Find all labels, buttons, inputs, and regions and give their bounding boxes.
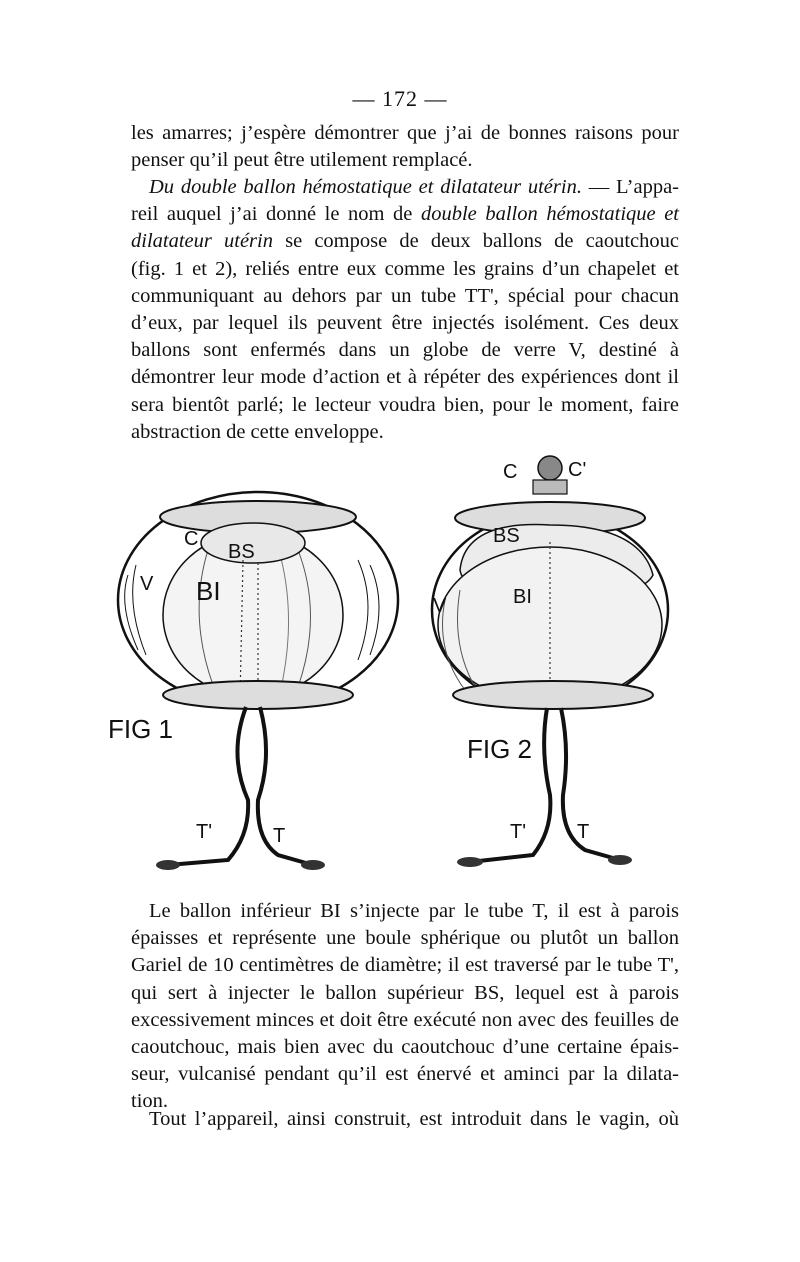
- figure-1-drawing: [108, 455, 398, 875]
- text-line: Le ballon inférieur BI s’injecte par le tube T, il est à parois: [149, 900, 679, 922]
- label-v: V: [140, 573, 154, 595]
- paragraph-2: [131, 174, 679, 446]
- bottom-collar-shape: [163, 681, 353, 709]
- text-line: (fig. 1 et 2), reliés entre eux comme les grains d’un chapelet et: [131, 257, 679, 280]
- text-line: Gariel de 10 centimètres de diamètre; il est traversé par le tube T',: [131, 954, 679, 977]
- stopcock-knob-shape: [538, 456, 562, 480]
- text-fragment: reil auquel j’ai donné le nom de: [131, 203, 421, 226]
- text-line: démontrer leur mode d’action et à répéter des expériences dont il: [131, 366, 679, 389]
- label-t-prime: T': [510, 821, 527, 843]
- figure-1-caption: FIG 1: [108, 714, 174, 744]
- label-c: C: [503, 461, 518, 483]
- text-line: seur, vulcanisé pendant qu’il est énervé et aminci par la dilata-: [131, 1063, 679, 1086]
- label-bi: BI: [196, 576, 221, 606]
- italic-term: dilatateur utérin: [131, 230, 273, 253]
- label-t: T: [577, 821, 590, 843]
- italic-heading: Du double ballon hémostatique et dilatateur utérin.: [149, 176, 582, 198]
- paragraph-1: [131, 120, 679, 174]
- label-bs: BS: [493, 525, 520, 547]
- text-line: [131, 174, 679, 201]
- text-line: épaisses et représente une boule sphérique ou plutôt un ballon: [131, 927, 679, 950]
- tube-t-shape: [258, 707, 313, 865]
- paragraph-3: [131, 898, 679, 1116]
- page-number: — 172 —: [352, 86, 448, 111]
- label-t-prime: T': [196, 821, 213, 843]
- text-line: d’eux, par lequel ils peuvent être injectés isolément. Ces deux: [131, 312, 679, 335]
- figure-1-illustration: [108, 455, 398, 875]
- figure-2-caption: FIG 2: [467, 734, 533, 764]
- label-bs: BS: [228, 541, 255, 563]
- text-fragment: — L’appa-: [581, 176, 679, 198]
- figure-2-drawing: [425, 450, 695, 875]
- text-line: caoutchouc, mais bien avec du caoutchouc d’une certaine épais-: [131, 1036, 679, 1059]
- text-line: ballons sont enfermés dans un globe de verre V, destiné à: [131, 339, 679, 362]
- label-bi: BI: [513, 586, 532, 608]
- text-line: communiquant au dehors par un tube TT', spécial pour chacun: [131, 284, 679, 307]
- text-line: sera bientôt parlé; le lecteur voudra bien, pour le moment, faire: [131, 393, 679, 416]
- text-line: Tout l’appareil, ainsi construit, est introduit dans le vagin, où: [149, 1108, 679, 1130]
- text-line: excessivement minces et doit être exécuté non avec des feuilles de: [131, 1008, 679, 1031]
- label-t: T: [273, 825, 286, 847]
- text-line: [131, 228, 679, 255]
- paragraph-4: [131, 1106, 679, 1133]
- tube-t-shape: [561, 708, 620, 860]
- text-line: abstraction de cette enveloppe.: [131, 420, 384, 443]
- italic-term: double ballon hémostatique et: [420, 203, 680, 226]
- label-c: C: [184, 528, 199, 550]
- label-v: V: [433, 595, 447, 617]
- text-line: penser qu’il peut être utilement remplacé.: [131, 149, 473, 172]
- label-c-prime: C': [568, 459, 587, 481]
- text-line: tion.: [131, 1090, 169, 1113]
- text-line: les amarres; j’espère démontrer que j’ai de bonnes raisons pour: [131, 122, 679, 144]
- bottom-collar-shape: [453, 681, 653, 709]
- text-line: qui sert à injecter le ballon supérieur BS, lequel est à parois: [131, 981, 679, 1004]
- figure-2-illustration: [425, 450, 695, 875]
- text-line: [131, 201, 679, 228]
- text-fragment: se compose de deux ballons de caoutchouc: [272, 230, 679, 253]
